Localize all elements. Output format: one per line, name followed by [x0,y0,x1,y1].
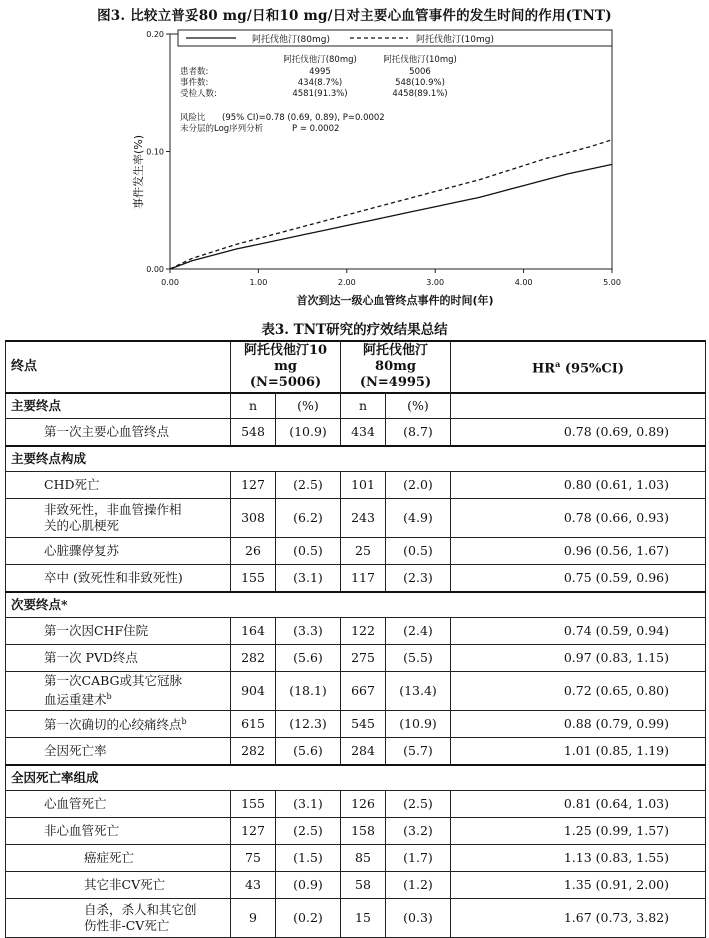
cell-p10: (2.5) [276,818,341,845]
cell-n10: 155 [231,565,276,593]
header-80mg-name: 阿托伐他汀80mg [362,343,428,374]
cell-p10: (3.1) [276,565,341,593]
section-row-components [6,446,706,472]
table-row [6,845,706,872]
row-label: 非心血管死亡 [6,818,231,845]
cell-n80: 667 [341,672,386,711]
row-label [6,711,231,738]
cell-n80: 434 [341,419,386,447]
cell-hr: 0.74 (0.59, 0.94) [451,618,706,645]
footnote-b: b [106,692,112,702]
x-tick-label: 4.00 [514,278,533,287]
section-label: 次要终点* [6,592,706,618]
cell-p80: (3.2) [386,818,451,845]
stats-row-label: 事件数: [180,78,209,88]
cell-p10: (0.9) [276,872,341,899]
row-label: 全因死亡率 [6,738,231,766]
cell-n80: 243 [341,499,386,538]
row-label [6,899,231,938]
stats-value-10mg: 5006 [409,67,431,77]
stats-logrank-label: 未分层的Log序列分析 [180,124,264,134]
cell-n10: 155 [231,791,276,818]
row-label: 第一次 PVD终点 [6,645,231,672]
stats-col-header-10mg: 阿托伐他汀(10mg) [383,55,457,65]
cell-p80: (8.7) [386,419,451,447]
row-label [6,499,231,538]
cell-n10: 282 [231,738,276,766]
cell-p10: (18.1) [276,672,341,711]
header-group-10mg [231,341,341,393]
row-label: 第一次因CHF住院 [6,618,231,645]
cell-hr: 0.81 (0.64, 1.03) [451,791,706,818]
table-title: 表3. TNT研究的疗效结果总结 [261,322,448,338]
plot-frame [170,34,612,269]
cell-p10: (12.3) [276,711,341,738]
cell-p80: (0.5) [386,538,451,565]
legend-label-80mg: 阿托伐他汀(80mg) [252,35,330,45]
cell-p80: (5.5) [386,645,451,672]
cell-p10: (6.2) [276,499,341,538]
cell-hr: 0.80 (0.61, 1.03) [451,472,706,499]
cell-n10: 9 [231,899,276,938]
cell-n10: 75 [231,845,276,872]
header-10mg-n: (N=5006) [249,375,322,390]
cell-p80: (1.2) [386,872,451,899]
row-label-text: 第一次确切的心绞痛终点 [44,717,182,733]
cell-hr: 0.96 (0.56, 1.67) [451,538,706,565]
subhead-n-10: n [231,393,276,419]
table-header-row [6,341,706,393]
cell-n80: 158 [341,818,386,845]
x-tick-label: 0.00 [161,278,179,287]
header-hr-sup: a [555,359,561,370]
table-row [6,499,706,538]
cell-n10: 308 [231,499,276,538]
row-label-line1: 自杀，杀人和其它创 [84,902,197,917]
x-tick-label: 2.00 [337,278,356,287]
cell-p80: (2.3) [386,565,451,593]
cell-p10: (3.1) [276,791,341,818]
section-row-secondary [6,592,706,618]
cell-n10: 548 [231,419,276,447]
cell-p10: (5.6) [276,645,341,672]
cell-hr: 1.13 (0.83, 1.55) [451,845,706,872]
cell-p80: (10.9) [386,711,451,738]
chart-legend [178,30,612,46]
cell-p10: (3.3) [276,618,341,645]
table-row [6,738,706,766]
table-row [6,672,706,711]
table-row [6,538,706,565]
table-row [6,565,706,593]
cell-n80: 117 [341,565,386,593]
chart-axes [146,30,621,287]
table-row [6,472,706,499]
cell-n10: 164 [231,618,276,645]
cell-n80: 122 [341,618,386,645]
table-row [6,872,706,899]
event-rate-chart [0,22,709,318]
header-endpoint: 终点 [6,341,231,393]
stats-value-10mg: 548(10.9%) [395,78,445,88]
stats-value-80mg: 4581(91.3%) [292,89,348,99]
section-label: 主要终点 [6,393,231,419]
stats-value-80mg: 434(8.7%) [297,78,343,88]
cell-n80: 126 [341,791,386,818]
stats-row-label: 受检人数: [180,89,217,99]
series-line-80mg [170,164,612,269]
cell-p80: (2.5) [386,791,451,818]
cell-hr: 0.97 (0.83, 1.15) [451,645,706,672]
row-label-line2: 伤性非-CV死亡 [84,918,170,933]
cell-p10: (5.6) [276,738,341,766]
subhead-n-80: n [341,393,386,419]
stats-hr-label: 风险比 [180,113,206,123]
row-label: 心脏骤停复苏 [6,538,231,565]
cell-p10: (1.5) [276,845,341,872]
chart-lines [170,140,612,269]
cell-hr: 0.75 (0.59, 0.96) [451,565,706,593]
cell-n10: 904 [231,672,276,711]
table-row [6,791,706,818]
cell-n80: 275 [341,645,386,672]
cell-p10: (10.9) [276,419,341,447]
cell-hr: 1.35 (0.91, 2.00) [451,872,706,899]
stats-row-label: 患者数: [180,67,209,77]
cell-p80: (0.3) [386,899,451,938]
section-row-primary [6,393,706,419]
y-tick-label: 0.00 [146,265,164,274]
cell-p80: (13.4) [386,672,451,711]
row-label-line2: 关的心肌梗死 [44,518,120,533]
x-tick-label: 5.00 [603,278,621,287]
row-label: 第一次主要心血管终点 [6,419,231,447]
cell-hr: 0.72 (0.65, 0.80) [451,672,706,711]
cell-hr: 1.01 (0.85, 1.19) [451,738,706,766]
row-label: CHD死亡 [6,472,231,499]
table-row [6,711,706,738]
row-label-line1: 非致死性，非血管操作相 [44,502,182,517]
section-label: 主要终点构成 [6,446,706,472]
cell-n80: 284 [341,738,386,766]
header-hr-label: HR [532,361,556,377]
efficacy-results-table [5,340,706,938]
cell-p10: (0.2) [276,899,341,938]
stats-logrank-value: P = 0.0002 [292,124,340,134]
footnote-b: b [181,717,187,727]
cell-p80: (2.0) [386,472,451,499]
cell-p80: (1.7) [386,845,451,872]
cell-hr: 0.78 (0.69, 0.89) [451,419,706,447]
row-label: 心血管死亡 [6,791,231,818]
row-label [6,672,231,711]
row-label-line1: 第一次CABG或其它冠脉 [44,673,182,689]
table-row [6,618,706,645]
y-tick-label: 0.20 [146,30,164,39]
header-hr-ci: (95%CI) [564,361,624,377]
cell-n80: 85 [341,845,386,872]
subhead-pct-80: (%) [386,393,451,419]
section-row-mortality [6,765,706,791]
y-axis-label: 事件发生率(%) [132,134,145,210]
stats-hr-value: (95% CI)=0.78 (0.69, 0.89), P=0.0002 [222,113,385,123]
cell-n80: 545 [341,711,386,738]
cell-n10: 26 [231,538,276,565]
cell-n80: 25 [341,538,386,565]
figure-title: 图3. 比较立普妥80 mg/日和10 mg/日对主要心血管事件的发生时间的作用(TNT) [97,8,612,24]
cell-p80: (5.7) [386,738,451,766]
legend-label-10mg: 阿托伐他汀(10mg) [416,35,494,45]
subhead-pct-10: (%) [276,393,341,419]
table-row [6,818,706,845]
header-hr [451,341,706,393]
stats-value-80mg: 4995 [309,67,331,77]
cell-n80: 58 [341,872,386,899]
stats-col-header-80mg: 阿托伐他汀(80mg) [283,55,357,65]
table-row [6,899,706,938]
cell-n80: 15 [341,899,386,938]
x-tick-label: 3.00 [426,278,445,287]
cell-n10: 43 [231,872,276,899]
subhead-hr-empty [451,393,706,419]
cell-n10: 615 [231,711,276,738]
table-row [6,419,706,447]
x-axis-label: 首次到达一级心血管终点事件的时间(年) [296,294,494,307]
header-group-80mg [341,341,451,393]
cell-p80: (2.4) [386,618,451,645]
chart-stats-box [180,54,457,134]
y-tick-label: 0.10 [146,147,164,157]
header-80mg-n: (N=4995) [359,375,432,390]
cell-n10: 282 [231,645,276,672]
row-label-line2: 血运重建术 [44,692,107,708]
cell-p10: (2.5) [276,472,341,499]
cell-p80: (4.9) [386,499,451,538]
row-label: 其它非CV死亡 [6,872,231,899]
cell-hr: 0.78 (0.66, 0.93) [451,499,706,538]
cell-p10: (0.5) [276,538,341,565]
stats-value-10mg: 4458(89.1%) [392,89,448,99]
row-label: 癌症死亡 [6,845,231,872]
cell-hr: 1.67 (0.73, 3.82) [451,899,706,938]
cell-n10: 127 [231,818,276,845]
cell-hr: 1.25 (0.99, 1.57) [451,818,706,845]
cell-hr: 0.88 (0.79, 0.99) [451,711,706,738]
row-label: 卒中 (致死性和非致死性) [6,565,231,593]
section-label: 全因死亡率组成 [6,765,706,791]
cell-n10: 127 [231,472,276,499]
header-10mg-name: 阿托伐他汀10 mg [243,343,328,374]
table-row [6,645,706,672]
cell-n80: 101 [341,472,386,499]
x-tick-label: 1.00 [249,278,268,287]
